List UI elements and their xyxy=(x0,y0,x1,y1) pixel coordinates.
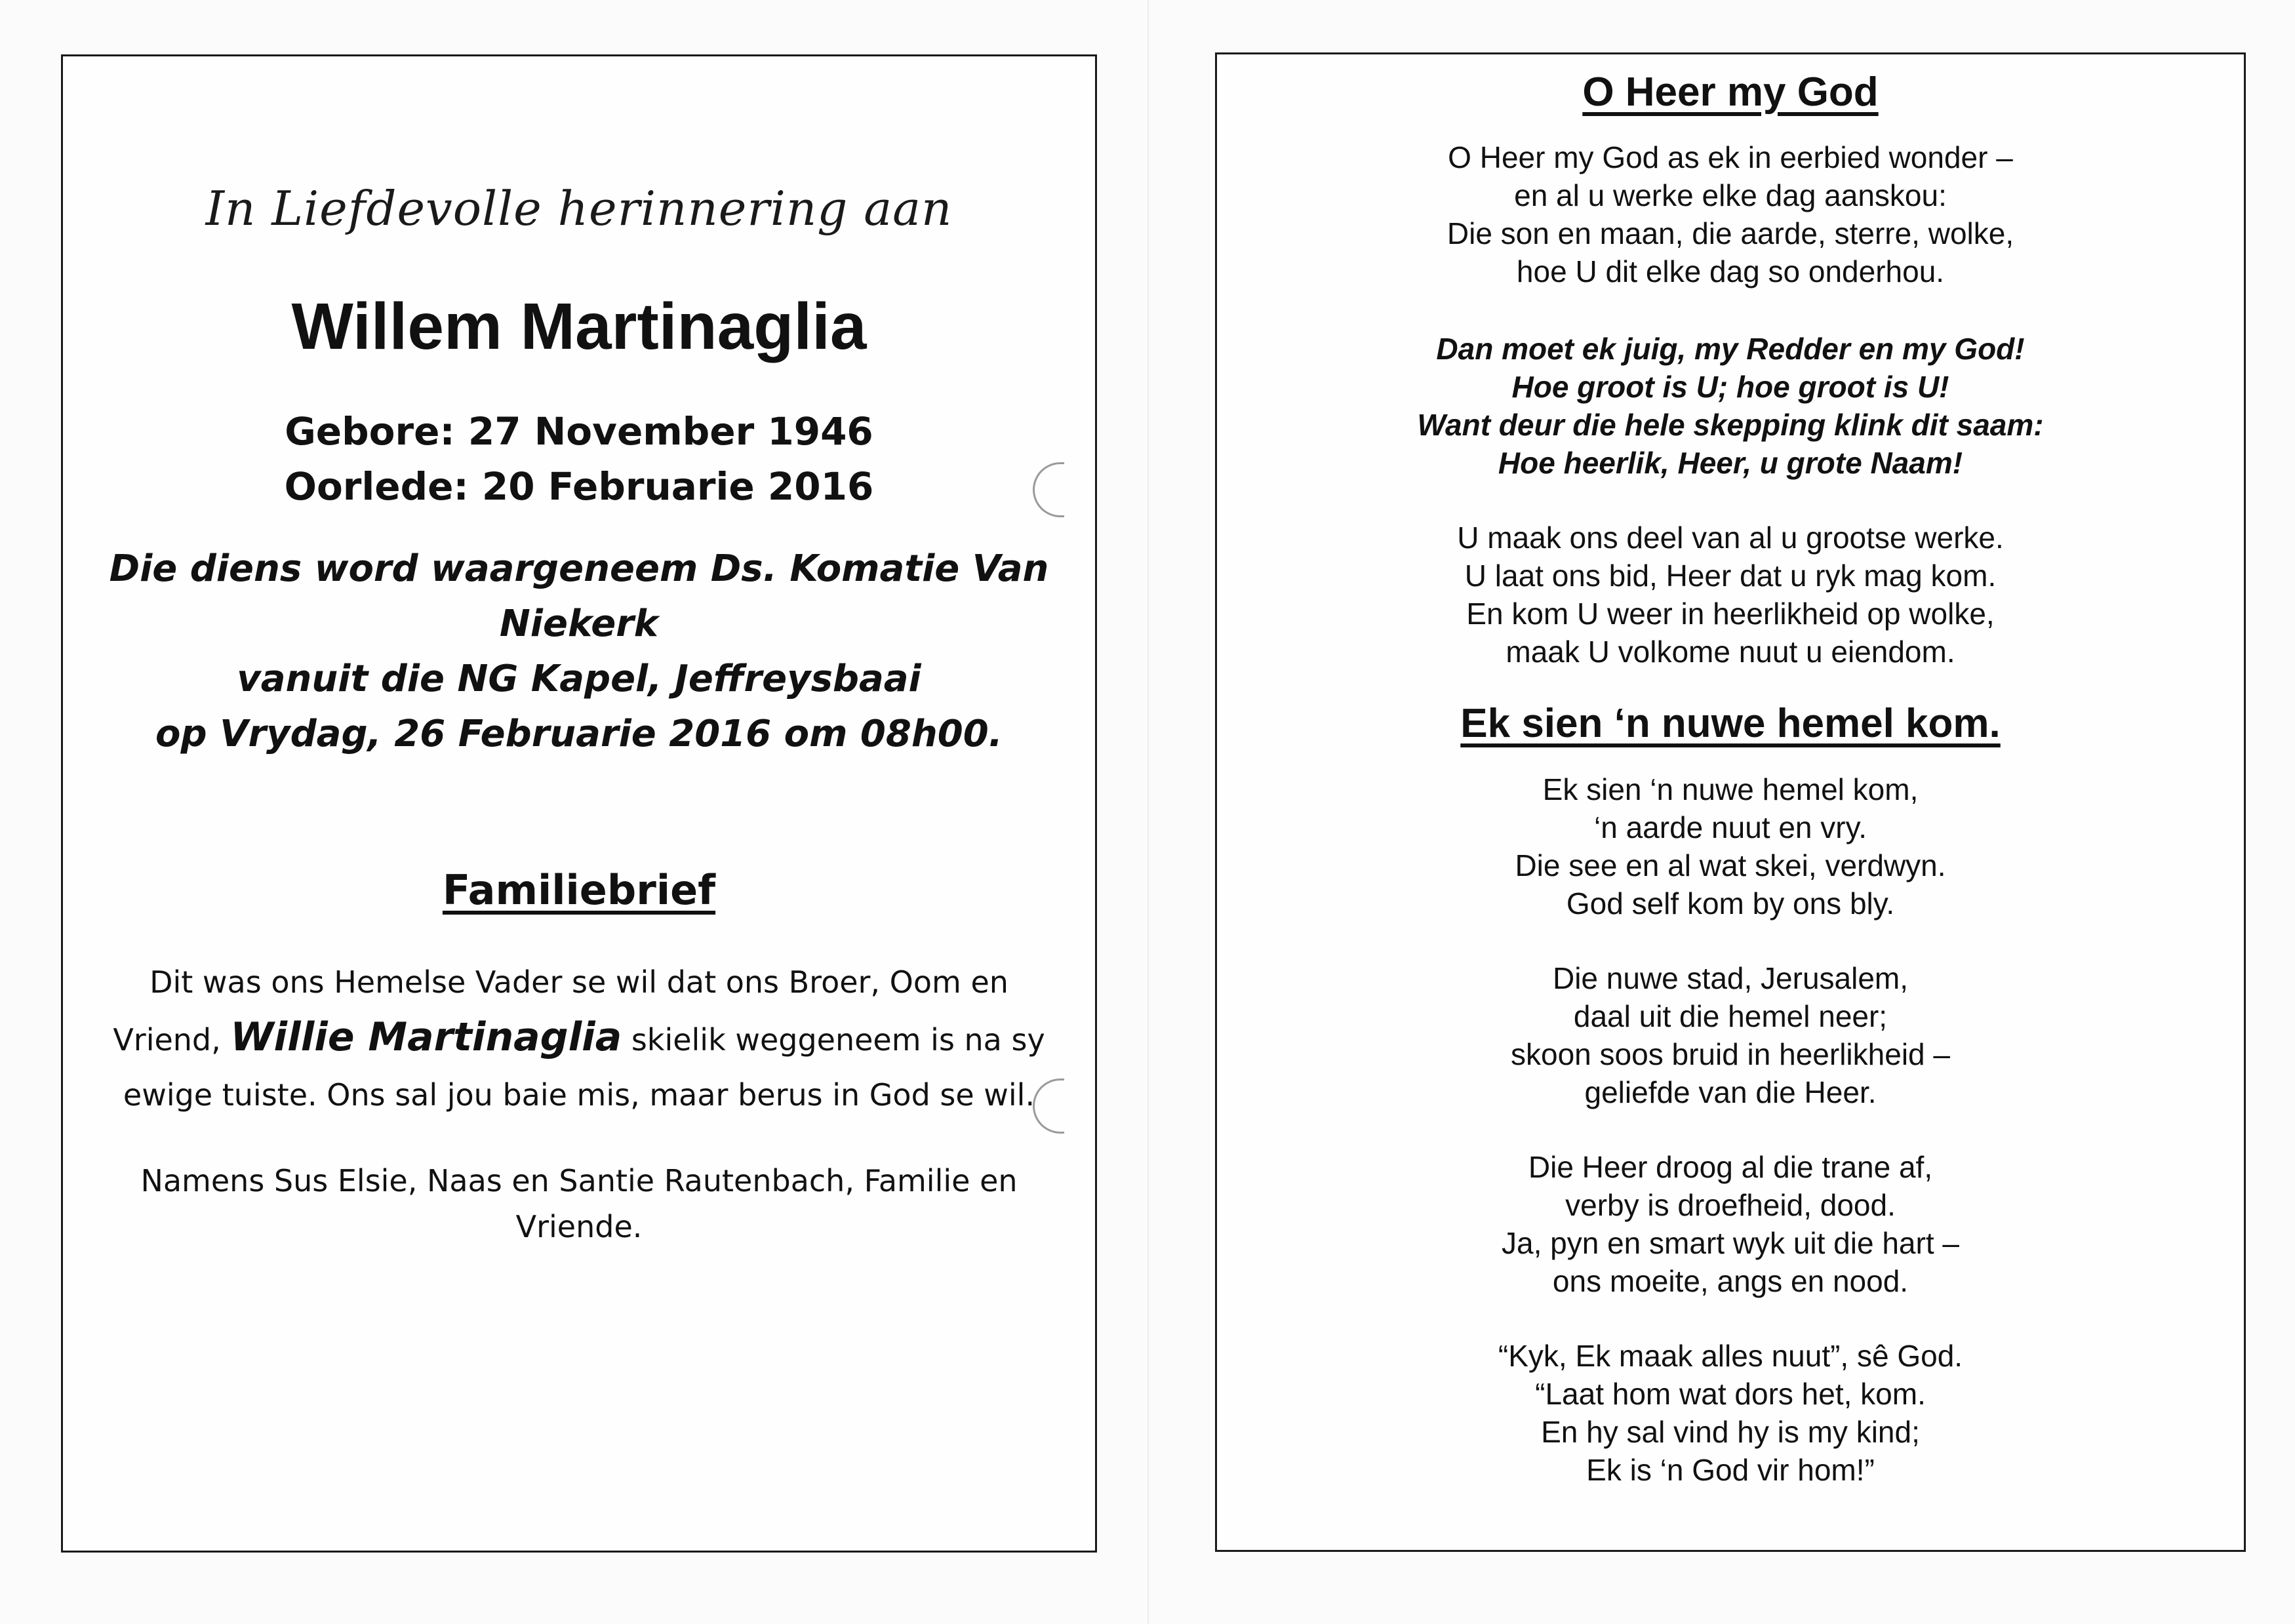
verse-line: Die Heer droog al die trane af, xyxy=(1528,1150,1933,1184)
verse-line: verby is droefheid, dood. xyxy=(1565,1188,1896,1222)
verse-line: Ja, pyn en smart wyk uit die hart – xyxy=(1502,1226,1959,1260)
verse-line: “Laat hom wat dors het, kom. xyxy=(1535,1377,1926,1411)
hymn-title: O Heer my God xyxy=(1582,69,1879,115)
death-date: Oorlede: 20 Februarie 2016 xyxy=(284,464,874,509)
letter-name-emphasis: Willie Martinaglia xyxy=(230,1014,622,1060)
verse-line: ‘n aarde nuut en vry. xyxy=(1594,810,1867,844)
family-letter-title: Familiebrief xyxy=(442,866,716,914)
verse-line: U laat ons bid, Heer dat u ryk mag kom. xyxy=(1464,559,1997,593)
letter-text: skielik weggeneem is na sy ewige tuiste. Ons sal jou baie mis, maar berus in God se wil. xyxy=(123,1022,1045,1113)
chorus-line: Dan moet ek juig, my Redder en my God! xyxy=(1436,332,2025,366)
verse-line: Die son en maan, die aarde, sterre, wolke, xyxy=(1447,216,2014,250)
verse-line: En hy sal vind hy is my kind; xyxy=(1541,1415,1920,1449)
service-line: Die diens word waargeneem Ds. Komatie Van Niekerk xyxy=(109,547,1049,645)
hymn-verse xyxy=(1217,1337,2244,1489)
chorus-line: Hoe groot is U; hoe groot is U! xyxy=(1511,370,1949,404)
chorus-line: Want deur die hele skepping klink dit saam: xyxy=(1417,408,2044,442)
hymn-chorus xyxy=(1217,330,2244,482)
verse-line: daal uit die hemel neer; xyxy=(1573,999,1888,1033)
verse-line: geliefde van die Heer. xyxy=(1584,1075,1877,1109)
service-line: op Vrydag, 26 Februarie 2016 om 08h00. xyxy=(155,713,1003,755)
hymns-panel xyxy=(1215,52,2246,1552)
verse-line: en al u werke elke dag aanskou: xyxy=(1514,178,1947,212)
hymn-title: Ek sien ‘n nuwe hemel kom. xyxy=(1460,701,2001,746)
script-heading: In Liefdevolle herinnering aan xyxy=(205,181,953,236)
chorus-line: Hoe heerlik, Heer, u grote Naam! xyxy=(1498,446,1963,480)
verse-line: Die nuwe stad, Jerusalem, xyxy=(1552,961,1909,995)
verse-line: maak U volkome nuut u eiendom. xyxy=(1506,635,1955,669)
birth-date: Gebore: 27 November 1946 xyxy=(285,409,873,454)
hymn-verse xyxy=(1217,1148,2244,1300)
verse-line: hoe U dit elke dag so onderhou. xyxy=(1516,254,1945,288)
verse-line: O Heer my God as ek in eerbied wonder – xyxy=(1448,140,2013,174)
hymn-verse xyxy=(1217,770,2244,922)
verse-line: Die see en al wat skei, verdwyn. xyxy=(1515,848,1946,882)
service-line: vanuit die NG Kapel, Jeffreysbaai xyxy=(237,658,921,700)
family-letter-signature: Namens Sus Elsie, Naas en Santie Rautenbach, Familie en Vriende. xyxy=(140,1163,1018,1244)
verse-line: En kom U weer in heerlikheid op wolke, xyxy=(1466,597,1995,631)
verse-line: ons moeite, angs en nood. xyxy=(1552,1264,1909,1298)
dates-block xyxy=(63,404,1095,514)
verse-line: “Kyk, Ek maak alles nuut”, sê God. xyxy=(1498,1339,1963,1373)
deceased-name: Willem Martinaglia xyxy=(291,290,867,363)
hymn-verse xyxy=(1217,959,2244,1111)
service-details xyxy=(63,542,1095,762)
hymn-verse xyxy=(1217,138,2244,290)
verse-line: U maak ons deel van al u grootse werke. xyxy=(1457,521,2004,555)
page-fold xyxy=(1148,0,1149,1624)
verse-line: Ek is ‘n God vir hom!” xyxy=(1586,1453,1875,1487)
verse-line: Ek sien ‘n nuwe hemel kom, xyxy=(1542,772,1919,806)
hymn-verse xyxy=(1217,519,2244,671)
letter-text: Dit was ons Hemelse Vader se wil dat ons Broer, Oom en Vriend, xyxy=(113,964,1008,1058)
family-letter-body xyxy=(96,955,1062,1122)
memorial-panel xyxy=(61,54,1097,1553)
verse-line: God self kom by ons bly. xyxy=(1566,886,1895,921)
verse-line: skoon soos bruid in heerlikheid – xyxy=(1511,1037,1950,1071)
